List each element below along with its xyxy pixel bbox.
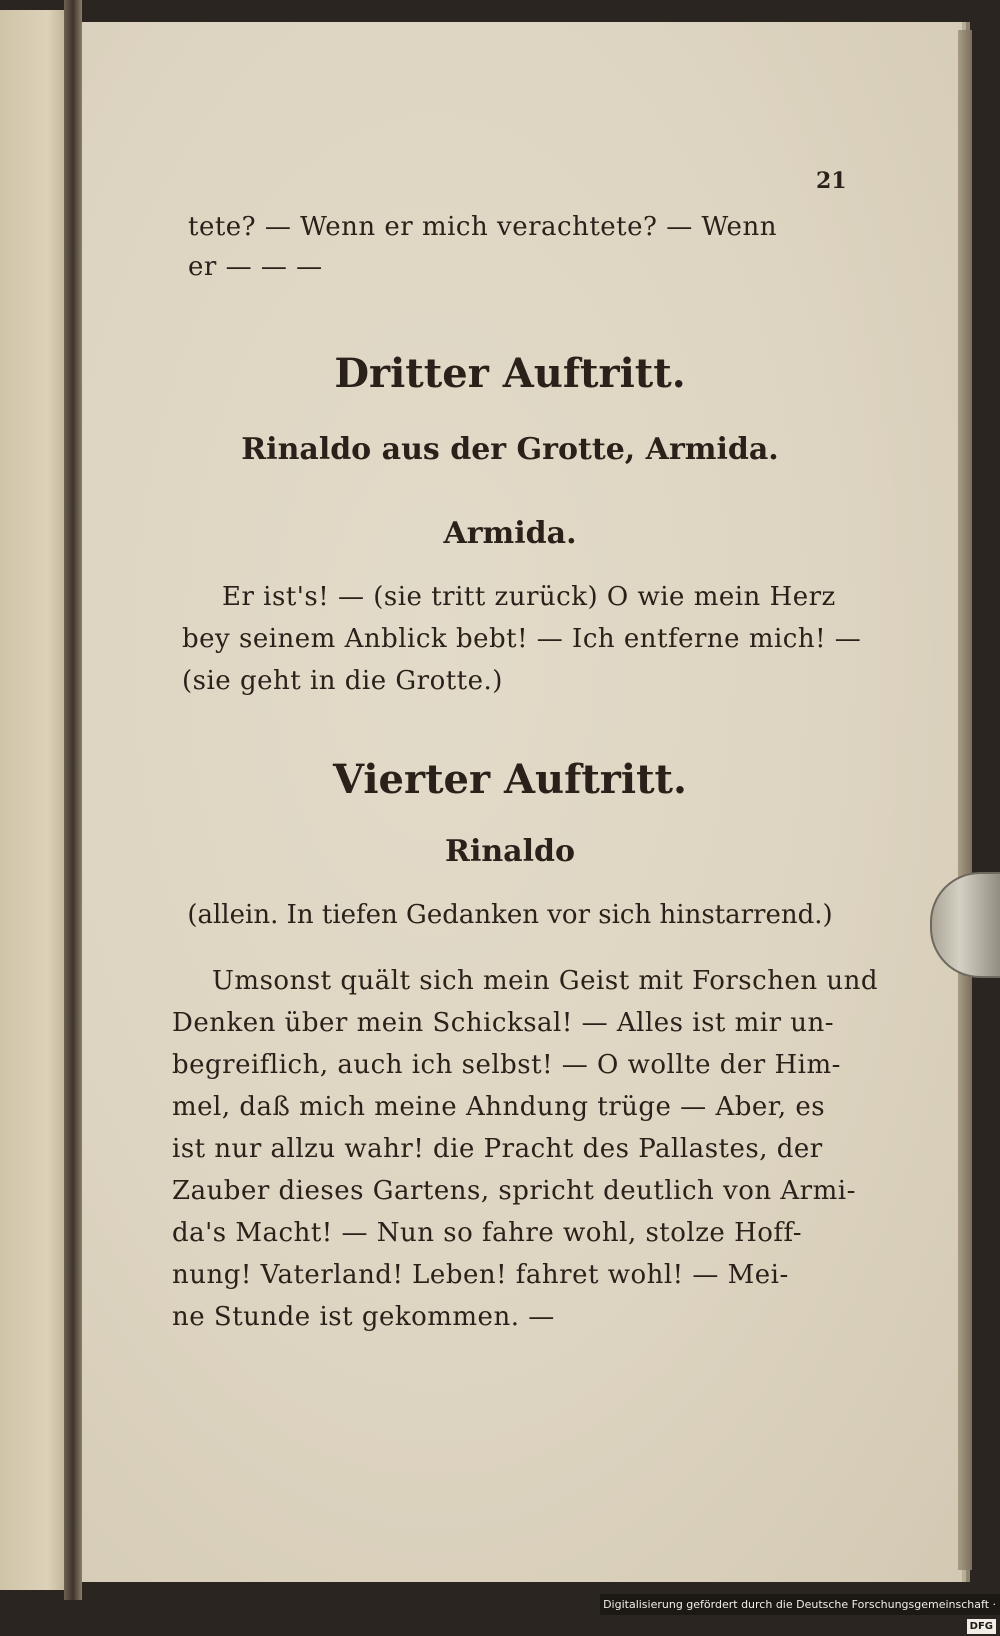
text-line: mel, daß mich meine Ahndung trüge — Aber, es	[172, 1092, 826, 1122]
stage-direction: (sie geht in die Grotte.)	[182, 666, 503, 696]
speaker-name: Armida.	[443, 516, 577, 551]
text-line: Zauber dieses Gartens, spricht deutlich von Armi-	[172, 1176, 856, 1206]
text-line: ne Stunde ist gekommen. —	[172, 1302, 555, 1332]
scene-characters: Rinaldo aus der Grotte, Armida.	[241, 432, 779, 467]
text-line: Umsonst quält sich mein Geist mit Forschen und	[212, 966, 878, 996]
text-line: ist nur allzu wahr! die Pracht des Pallastes, der	[172, 1134, 823, 1164]
text-line: tete? — Wenn er mich verachtete? — Wenn	[188, 212, 777, 242]
dfg-logo: DFG	[967, 1619, 996, 1634]
text-line: begreiflich, auch ich selbst! — O wollte der Him-	[172, 1050, 841, 1080]
text-line: bey seinem Anblick bebt! — Ich entferne mich! —	[182, 624, 862, 654]
scene-heading: Dritter Auftritt.	[334, 350, 686, 397]
page-number: 21	[816, 168, 847, 194]
scene-heading: Vierter Auftritt.	[333, 756, 687, 803]
text-line: Denken über mein Schicksal! — Alles ist mir un-	[172, 1008, 835, 1038]
text-line: nung! Vaterland! Leben! fahret wohl! — Mei-	[172, 1260, 789, 1290]
speaker-name: Rinaldo	[445, 834, 575, 869]
text-line: er — — —	[188, 252, 323, 282]
stage-direction: (allein. In tiefen Gedanken vor sich hinstarrend.)	[187, 900, 833, 930]
text-line: Er ist's! — (sie tritt zurück) O wie mein Herz	[222, 582, 836, 612]
text-line: da's Macht! — Nun so fahre wohl, stolze Hoff-	[172, 1218, 803, 1248]
credit-text: Digitalisierung gefördert durch die Deutsche Forschungsgemeinschaft ·	[603, 1598, 996, 1611]
digitization-credit	[600, 1594, 1000, 1632]
